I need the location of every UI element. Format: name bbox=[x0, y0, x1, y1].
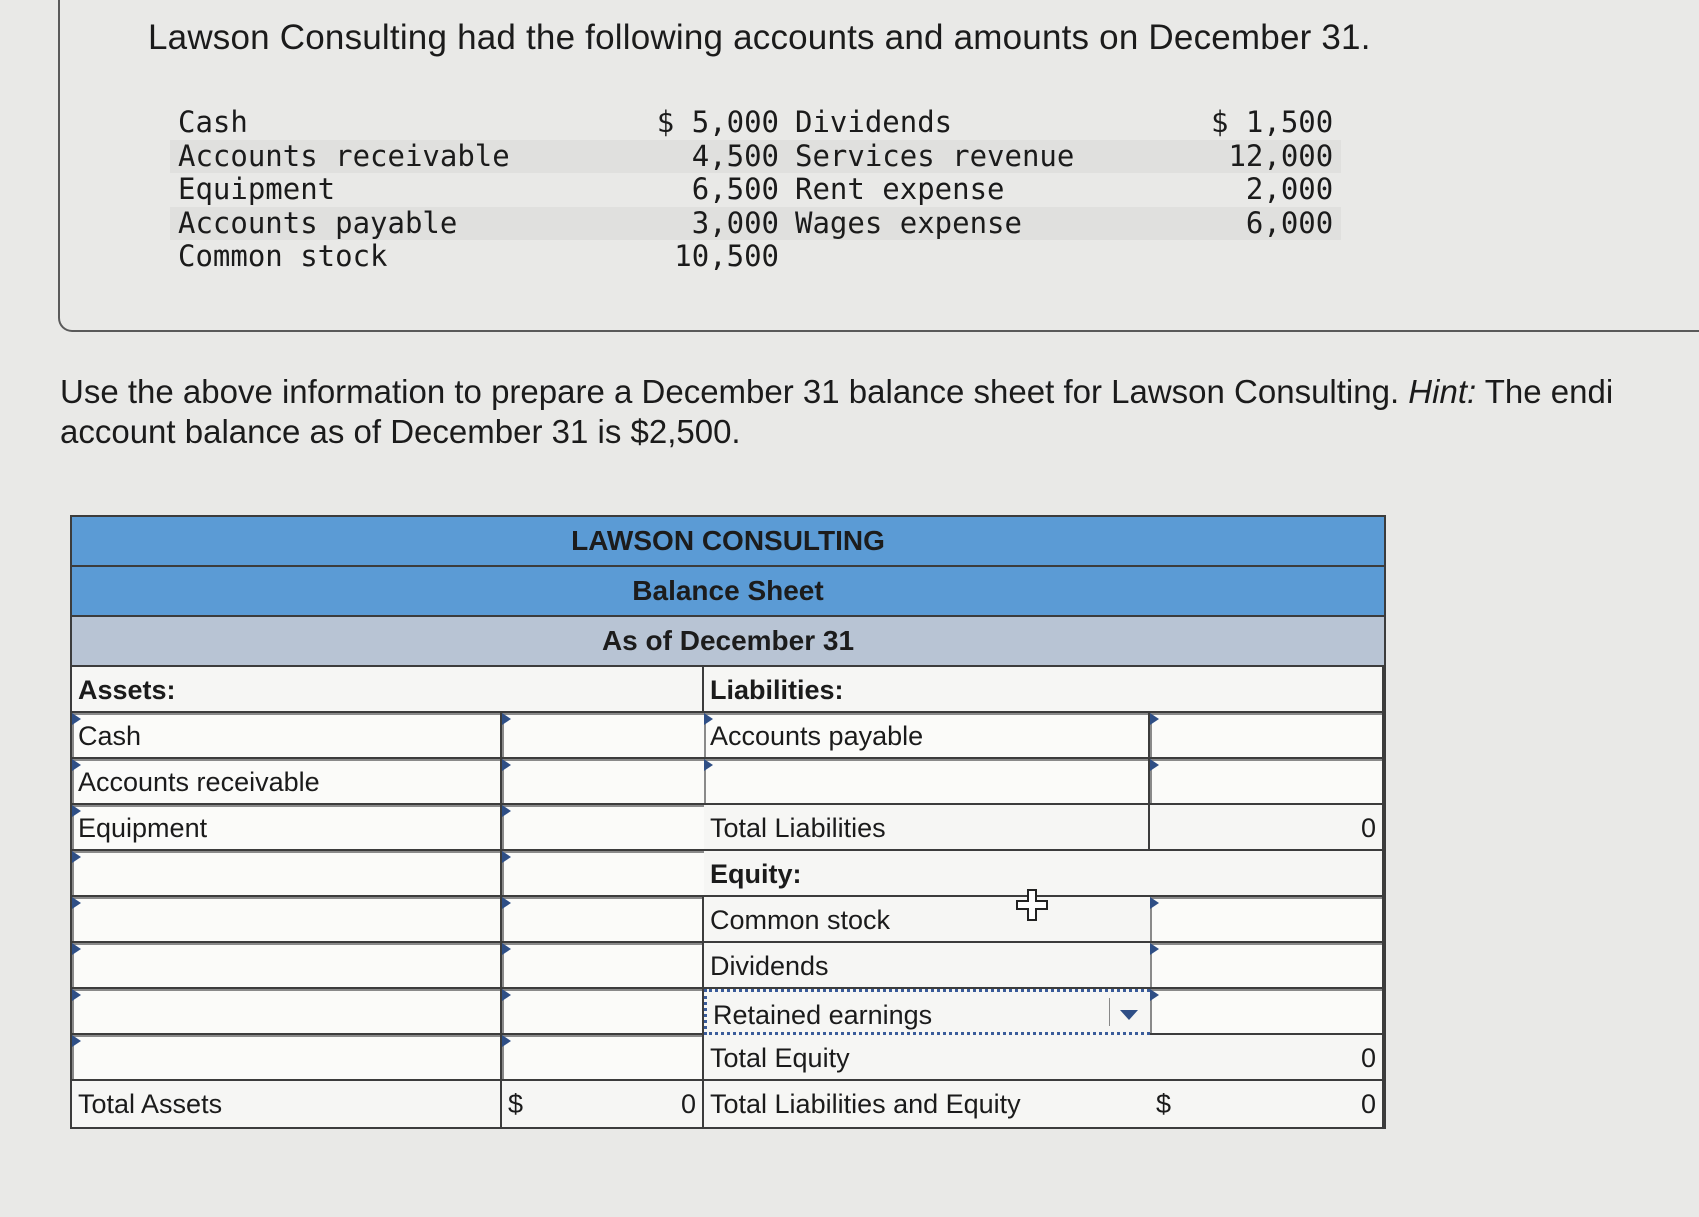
total-liabilities-label: Total Liabilities bbox=[704, 805, 1150, 851]
instruction-text bbox=[60, 372, 1699, 452]
total-liabilities-equity-cell bbox=[1150, 1081, 1384, 1127]
asset-amount-input[interactable] bbox=[502, 713, 704, 759]
asset-amount-input[interactable] bbox=[502, 989, 704, 1035]
asset-label-input[interactable]: Cash bbox=[72, 713, 502, 759]
liability-label-input[interactable] bbox=[704, 759, 1150, 805]
dropdown-selected-value: Retained earnings bbox=[713, 1000, 933, 1030]
account-name: Services revenue bbox=[787, 140, 1203, 174]
chevron-down-icon[interactable] bbox=[1120, 1010, 1138, 1020]
statement-name: Balance Sheet bbox=[72, 567, 1384, 617]
crosshair-cursor-icon bbox=[1015, 888, 1049, 922]
equity-amount-input[interactable] bbox=[1150, 943, 1384, 989]
balance-sheet-grid bbox=[72, 667, 1384, 1127]
account-amount: 3,000 bbox=[631, 207, 787, 241]
account-name: Equipment bbox=[178, 172, 336, 206]
retained-earnings-dropdown[interactable] bbox=[704, 989, 1150, 1035]
instruction-part: The endi bbox=[1476, 373, 1614, 410]
asset-amount-input[interactable] bbox=[502, 759, 704, 805]
dividends-label: Dividends bbox=[704, 943, 1150, 989]
total-liabilities-equity-value: 0 bbox=[1360, 1089, 1376, 1119]
currency-symbol: $ bbox=[508, 1089, 524, 1119]
account-amount: 2,000 bbox=[1245, 172, 1334, 206]
account-name: Rent expense bbox=[795, 172, 1005, 206]
asset-label-input[interactable] bbox=[72, 897, 502, 943]
balance-sheet bbox=[70, 515, 1386, 1129]
account-name: Common stock bbox=[178, 239, 388, 273]
equity-header: Equity: bbox=[704, 851, 1384, 897]
total-liabilities-value: 0 bbox=[1150, 805, 1384, 851]
asset-label-input[interactable] bbox=[72, 943, 502, 989]
account-name bbox=[787, 240, 1203, 274]
instruction-hint: Hint: bbox=[1408, 373, 1477, 410]
table-row bbox=[170, 240, 1341, 274]
account-name: Accounts payable bbox=[170, 207, 631, 241]
assets-header: Assets: bbox=[72, 667, 704, 713]
account-amount bbox=[1203, 240, 1341, 274]
table-row bbox=[170, 140, 1341, 174]
asset-amount-input[interactable] bbox=[502, 1035, 704, 1081]
liability-amount-input[interactable] bbox=[1150, 713, 1384, 759]
statement-date: As of December 31 bbox=[72, 617, 1384, 667]
asset-amount-input[interactable] bbox=[502, 943, 704, 989]
total-equity-value: 0 bbox=[1150, 1035, 1384, 1081]
total-equity-label: Total Equity bbox=[704, 1035, 1150, 1081]
instruction-part: account balance as of December 31 is $2,500. bbox=[60, 413, 741, 450]
account-amount: $ 1,500 bbox=[1211, 105, 1334, 139]
account-name: Dividends bbox=[795, 105, 953, 139]
account-amount: 10,500 bbox=[674, 239, 779, 273]
account-amount: 12,000 bbox=[1203, 140, 1341, 174]
asset-label-input[interactable] bbox=[72, 1035, 502, 1081]
accounts-table bbox=[170, 106, 1341, 274]
liabilities-header: Liabilities: bbox=[704, 667, 1384, 713]
prompt-title: Lawson Consulting had the following accounts and amounts on December 31. bbox=[148, 18, 1371, 57]
account-amount: 6,000 bbox=[1203, 207, 1341, 241]
account-name: Accounts receivable bbox=[170, 140, 631, 174]
common-stock-label: Common stock bbox=[704, 897, 1150, 943]
total-assets-cell bbox=[502, 1081, 704, 1127]
table-row bbox=[170, 173, 1341, 207]
asset-amount-input[interactable] bbox=[502, 897, 704, 943]
asset-amount-input[interactable] bbox=[502, 851, 704, 897]
instruction-part: Use the above information to prepare a December 31 balance sheet for Lawson Consulting. bbox=[60, 373, 1409, 410]
equity-amount-input[interactable] bbox=[1150, 989, 1384, 1035]
table-row bbox=[170, 207, 1341, 241]
dropdown-divider bbox=[1109, 998, 1110, 1026]
asset-label-input[interactable] bbox=[72, 851, 502, 897]
total-liabilities-equity-label: Total Liabilities and Equity bbox=[704, 1081, 1150, 1127]
asset-label-input[interactable]: Accounts receivable bbox=[72, 759, 502, 805]
equity-amount-input[interactable] bbox=[1150, 897, 1384, 943]
account-amount: $ 5,000 bbox=[656, 105, 779, 139]
account-amount: 6,500 bbox=[691, 172, 779, 206]
asset-label-input[interactable] bbox=[72, 989, 502, 1035]
asset-label-input[interactable]: Equipment bbox=[72, 805, 502, 851]
currency-symbol: $ bbox=[1156, 1089, 1172, 1119]
total-assets-value: 0 bbox=[680, 1089, 696, 1119]
account-amount: 4,500 bbox=[631, 140, 787, 174]
liability-amount-input[interactable] bbox=[1150, 759, 1384, 805]
company-name: LAWSON CONSULTING bbox=[72, 517, 1384, 567]
asset-amount-input[interactable] bbox=[502, 805, 704, 851]
liability-label-input[interactable]: Accounts payable bbox=[704, 713, 1150, 759]
total-assets-label: Total Assets bbox=[72, 1081, 502, 1127]
account-name: Wages expense bbox=[787, 207, 1203, 241]
table-row bbox=[170, 106, 1341, 140]
account-name: Cash bbox=[178, 105, 248, 139]
